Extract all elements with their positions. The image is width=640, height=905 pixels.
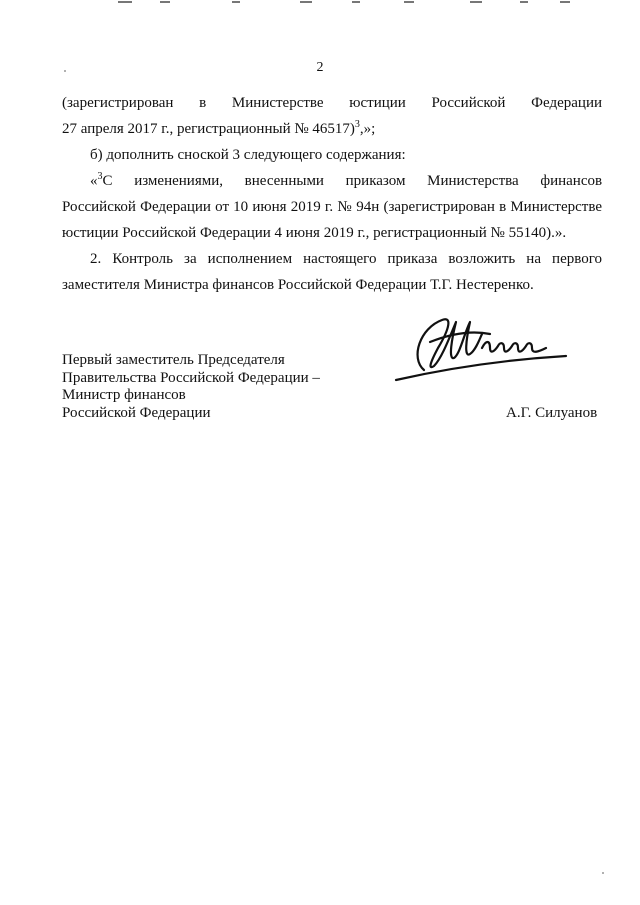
scan-speck [64, 70, 66, 72]
signatory-title: Первый заместитель Председателя Правительства Российской Федерации – Министр финансов Российской Федерации [62, 352, 320, 421]
paragraph-line: юстиции Российской Федерации 4 июня 2019 г., регистрационный № 55140).». [62, 225, 567, 241]
handwritten-signature [390, 308, 580, 398]
paragraph-footnote-content [62, 168, 602, 246]
paragraph-line: заместителя Министра финансов Российской Федерации Т.Г. Нестеренко. [62, 277, 534, 293]
paragraph-control [62, 246, 602, 298]
paragraph-line: 2. Контроль за исполнением настоящего приказа возложить на первого [90, 251, 602, 267]
paragraph-line: 27 апреля 2017 г., регистрационный № 46517)$^3$,»; [62, 119, 376, 137]
signatory-name: А.Г. Силуанов [506, 405, 598, 421]
paragraph-line: Российской Федерации от 10 июня 2019 г. № 94н (зарегистрирован в Министерстве [62, 199, 602, 215]
page-number: 2 [316, 60, 324, 75]
paragraph-line: «$^3$С изменениями, внесенными приказом Министерства финансов [90, 171, 603, 189]
scan-speck [602, 872, 604, 874]
paragraph-registration [62, 90, 602, 142]
paragraph-footnote-instruction: б) дополнить сноской 3 следующего содержания: [90, 147, 406, 163]
scan-top-edge [0, 0, 640, 6]
paragraph-line: (зарегистрирован в Министерстве юстиции Российской Федерации [62, 95, 602, 111]
